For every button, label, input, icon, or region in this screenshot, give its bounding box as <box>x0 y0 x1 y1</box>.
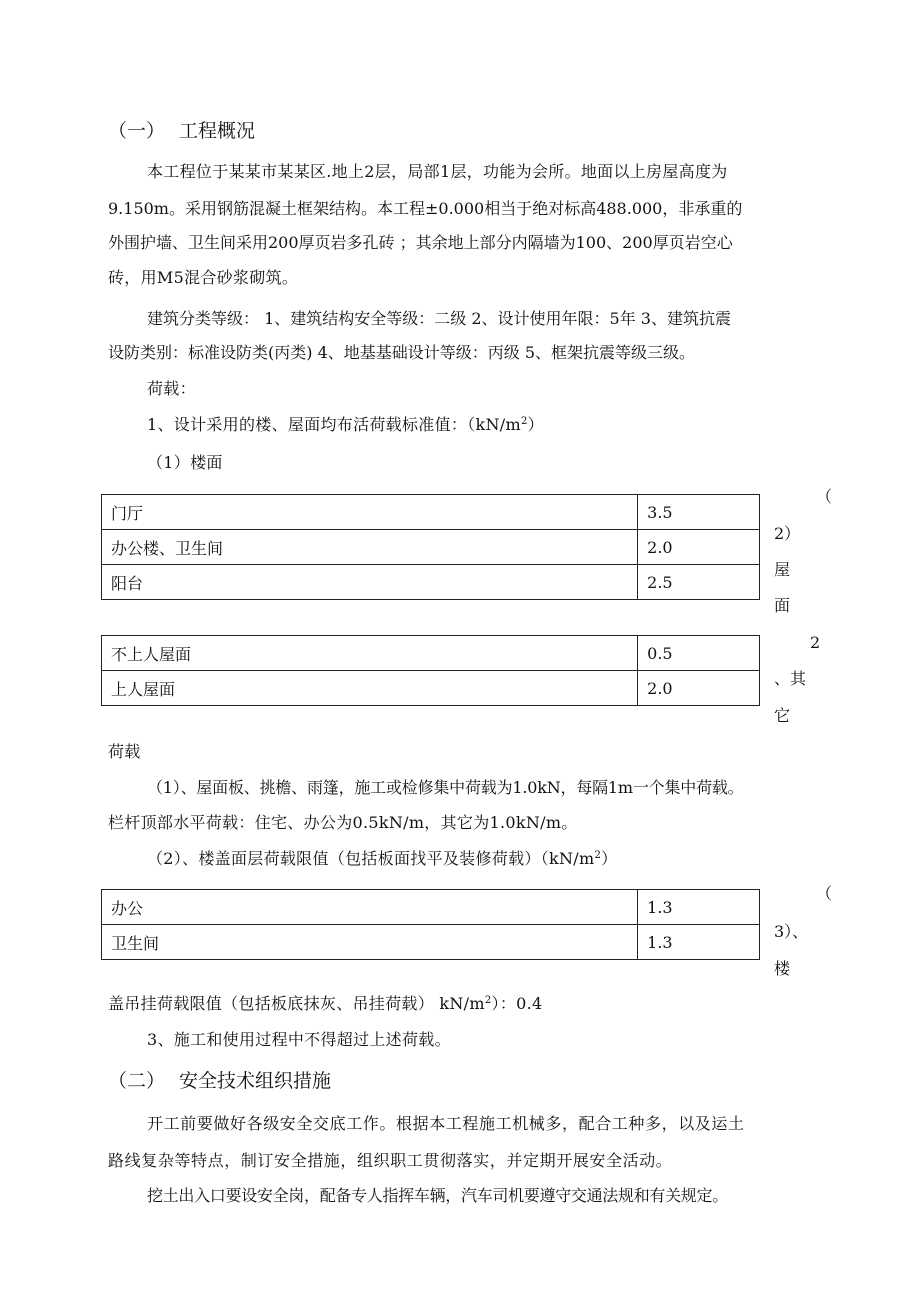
table-row <box>102 890 760 925</box>
load-heading: 荷载： <box>147 379 196 398</box>
item-1-sup: 2 <box>520 416 528 427</box>
ceiling-text: 盖吊挂荷载限值（包括板底抹灰、吊挂荷载） kN/m <box>108 994 485 1013</box>
table-cell-value: 2.5 <box>638 565 760 600</box>
table-cell-value: 2.0 <box>638 671 760 706</box>
other-1-line-2: 栏杆顶部水平荷载：住宅、办公为0.5kN/m，其它为1.0kN/m。 <box>108 813 578 832</box>
other-2-close: ） <box>601 849 618 868</box>
roof-side-4: 面 <box>774 596 791 615</box>
overview-line-4: 砖，用M5混合砂浆砌筑。 <box>108 268 299 287</box>
item-1-close: ） <box>527 415 544 434</box>
other-1-line-1: （1）、屋面板、挑檐、雨篷，施工或检修集中荷载为1.0kN，每隔1m一个集中荷载。 <box>147 778 744 797</box>
table-cell-name: 阳台 <box>102 565 638 600</box>
finish-load-table <box>101 889 760 960</box>
item-1-text: 1、设计采用的楼、屋面均布活荷载标准值：（kN/m <box>147 415 521 434</box>
overview-line-2: 9.150m。采用钢筋混凝土框架结构。本工程±0.000相当于绝对标高488.000，非承重的 <box>108 199 743 218</box>
section-2-title: 安全技术组织措施 <box>179 1070 332 1092</box>
ceiling-side-3: 楼 <box>774 959 791 978</box>
table-cell-value: 2.0 <box>638 530 760 565</box>
item-3: 3、施工和使用过程中不得超过上述荷载。 <box>147 1030 451 1049</box>
ceiling-side-1: （ <box>816 884 833 903</box>
table-cell-name: 门厅 <box>102 495 638 530</box>
safety-para-1-line-2: 路线复杂等特点，制订安全措施，组织职工贯彻落实，并定期开展安全活动。 <box>108 1151 673 1170</box>
table-cell-name: 上人屋面 <box>102 671 638 706</box>
table-row <box>102 565 760 600</box>
other-2-sup: 2 <box>594 850 602 861</box>
overview-line-1: 本工程位于某某市某某区.地上2层，局部1层，功能为会所。地面以上房屋高度为 <box>147 162 728 181</box>
table-row <box>102 636 760 671</box>
other-2-line <box>147 851 617 867</box>
table-row <box>102 925 760 960</box>
table-cell-value: 0.5 <box>638 636 760 671</box>
overview-line-3: 外围护墙、卫生间采用200厚页岩多孔砖 ；其余地上部分内隔墙为100、200厚页岩空心 <box>108 233 733 252</box>
other-side-3: 它 <box>774 706 791 725</box>
ceiling-line <box>108 996 542 1012</box>
table-cell-value: 1.3 <box>638 890 760 925</box>
section-1-heading <box>108 122 255 141</box>
section-2-heading <box>108 1072 331 1091</box>
table-cell-name: 办公楼、卫生间 <box>102 530 638 565</box>
table-cell-value: 3.5 <box>638 495 760 530</box>
roof-side-2: 2） <box>774 524 801 543</box>
roof-load-table <box>101 635 760 706</box>
table-cell-name: 不上人屋面 <box>102 636 638 671</box>
roof-side-1: （ <box>816 487 833 506</box>
table-row <box>102 495 760 530</box>
class-line-2: 设防类别：标准设防类(丙类) 4、地基基础设计等级：丙级 5、框架抗震等级三级。 <box>108 343 696 362</box>
table-row <box>102 671 760 706</box>
roof-side-3: 屋 <box>774 560 791 579</box>
section-1-title: 工程概况 <box>179 120 256 142</box>
safety-para-2: 挖土出入口要设安全岗，配备专人指挥车辆，汽车司机要遵守交通法规和有关规定。 <box>147 1186 728 1205</box>
ceiling-side-2: 3）、 <box>774 922 809 941</box>
table-cell-name: 办公 <box>102 890 638 925</box>
other-side-1: 2 <box>810 633 821 652</box>
floor-label: （1）楼面 <box>147 453 223 472</box>
table-cell-name: 卫生间 <box>102 925 638 960</box>
table-cell-value: 1.3 <box>638 925 760 960</box>
ceiling-close: ）：0.4 <box>491 994 543 1013</box>
other-label: 荷载 <box>108 742 141 761</box>
section-1-number: （一） <box>108 120 166 142</box>
item-1-line <box>147 417 544 433</box>
other-2-text: （2）、楼盖面层荷载限值（包括板面找平及装修荷载）（kN/m <box>147 849 595 868</box>
ceiling-sup: 2 <box>484 995 492 1006</box>
table-row <box>102 530 760 565</box>
safety-para-1-line-1: 开工前要做好各级安全交底工作。根据本工程施工机械多，配合工种多，以及运土 <box>147 1114 745 1133</box>
section-2-number: （二） <box>108 1070 166 1092</box>
other-side-2: 、其 <box>774 669 807 688</box>
class-line-1: 建筑分类等级： 1、建筑结构安全等级：二级 2、设计使用年限：5年 3、建筑抗震 <box>147 309 731 328</box>
floor-load-table <box>101 494 760 600</box>
